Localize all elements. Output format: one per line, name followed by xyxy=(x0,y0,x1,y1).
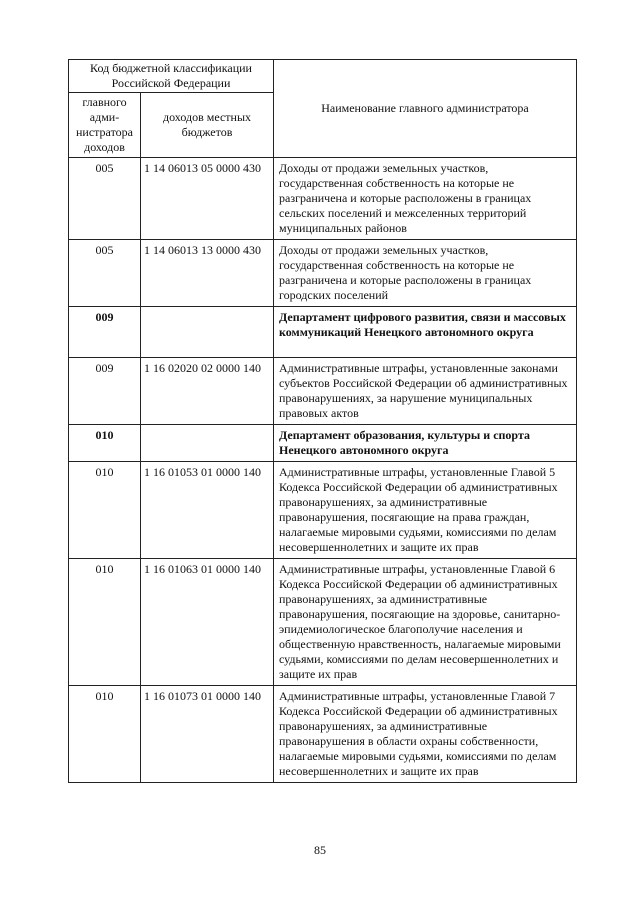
admin-code-cell: 010 xyxy=(69,425,141,462)
income-code-cell: 1 16 01073 01 0000 140 xyxy=(141,686,274,783)
admin-code-cell: 005 xyxy=(69,240,141,307)
admin-code-cell: 009 xyxy=(69,307,141,358)
income-code-cell: 1 14 06013 13 0000 430 xyxy=(141,240,274,307)
header-admin-name: Наименование главного администратора xyxy=(274,60,577,158)
table-row-department xyxy=(69,307,577,358)
table-row xyxy=(69,358,577,425)
admin-code-cell: 010 xyxy=(69,559,141,686)
income-code-cell: 1 16 02020 02 0000 140 xyxy=(141,358,274,425)
table-row xyxy=(69,462,577,559)
admin-name-cell: Доходы от продажи земельных участков, государственная собственность на которые не разграничена и которые расположены в границах сельских поселений и межселенных территорий муниципальных районов xyxy=(274,158,577,240)
table-row xyxy=(69,559,577,686)
department-name-cell: Департамент образования, культуры и спорта Ненецкого автономного округа xyxy=(274,425,577,462)
page-number: 85 xyxy=(314,843,326,857)
income-code-cell: 1 16 01053 01 0000 140 xyxy=(141,462,274,559)
header-admin-code: главного адми-нистратора доходов xyxy=(69,93,141,158)
income-code-cell xyxy=(141,425,274,462)
table-row xyxy=(69,158,577,240)
admin-code-cell: 005 xyxy=(69,158,141,240)
admin-name-cell: Административные штрафы, установленные законами субъектов Российской Федерации об административных правонарушениях, за нарушение муниципальных правовых актов xyxy=(274,358,577,425)
income-code-cell: 1 14 06013 05 0000 430 xyxy=(141,158,274,240)
table-row-department xyxy=(69,425,577,462)
department-name-cell: Департамент цифрового развития, связи и массовых коммуникаций Ненецкого автономного округа xyxy=(274,307,577,358)
budget-classification-table xyxy=(68,59,577,783)
header-code-group: Код бюджетной классификации Российской Федерации xyxy=(69,60,274,93)
admin-name-cell: Административные штрафы, установленные Главой 6 Кодекса Российской Федерации об административных правонарушениях, за административные правонарушения, посягающие на здоровье, санитарно-эпидемиологическое благополучие населения и общественную нравственность, налагаемые мировыми судьями, комиссиями по делам несовершеннолетних и защите их прав xyxy=(274,559,577,686)
admin-code-cell: 010 xyxy=(69,462,141,559)
admin-name-cell: Административные штрафы, установленные Главой 5 Кодекса Российской Федерации об административных правонарушениях, за административные правонарушения, посягающие на права граждан, налагаемые мировыми судьями, комиссиями по делам несовершеннолетних и защите их прав xyxy=(274,462,577,559)
budget-classification-table-wrapper xyxy=(68,59,576,783)
header-income-code: доходов местных бюджетов xyxy=(141,93,274,158)
admin-name-cell: Доходы от продажи земельных участков, государственная собственность на которые не разграничена и которые расположены в границах городских поселений xyxy=(274,240,577,307)
income-code-cell: 1 16 01063 01 0000 140 xyxy=(141,559,274,686)
admin-name-cell: Административные штрафы, установленные Главой 7 Кодекса Российской Федерации об административных правонарушениях, за административные правонарушения в области охраны собственности, налагаемые мировыми судьями, комиссиями по делам несовершеннолетних и защите их прав xyxy=(274,686,577,783)
admin-code-cell: 009 xyxy=(69,358,141,425)
table-row xyxy=(69,686,577,783)
admin-code-cell: 010 xyxy=(69,686,141,783)
table-row xyxy=(69,240,577,307)
income-code-cell xyxy=(141,307,274,358)
